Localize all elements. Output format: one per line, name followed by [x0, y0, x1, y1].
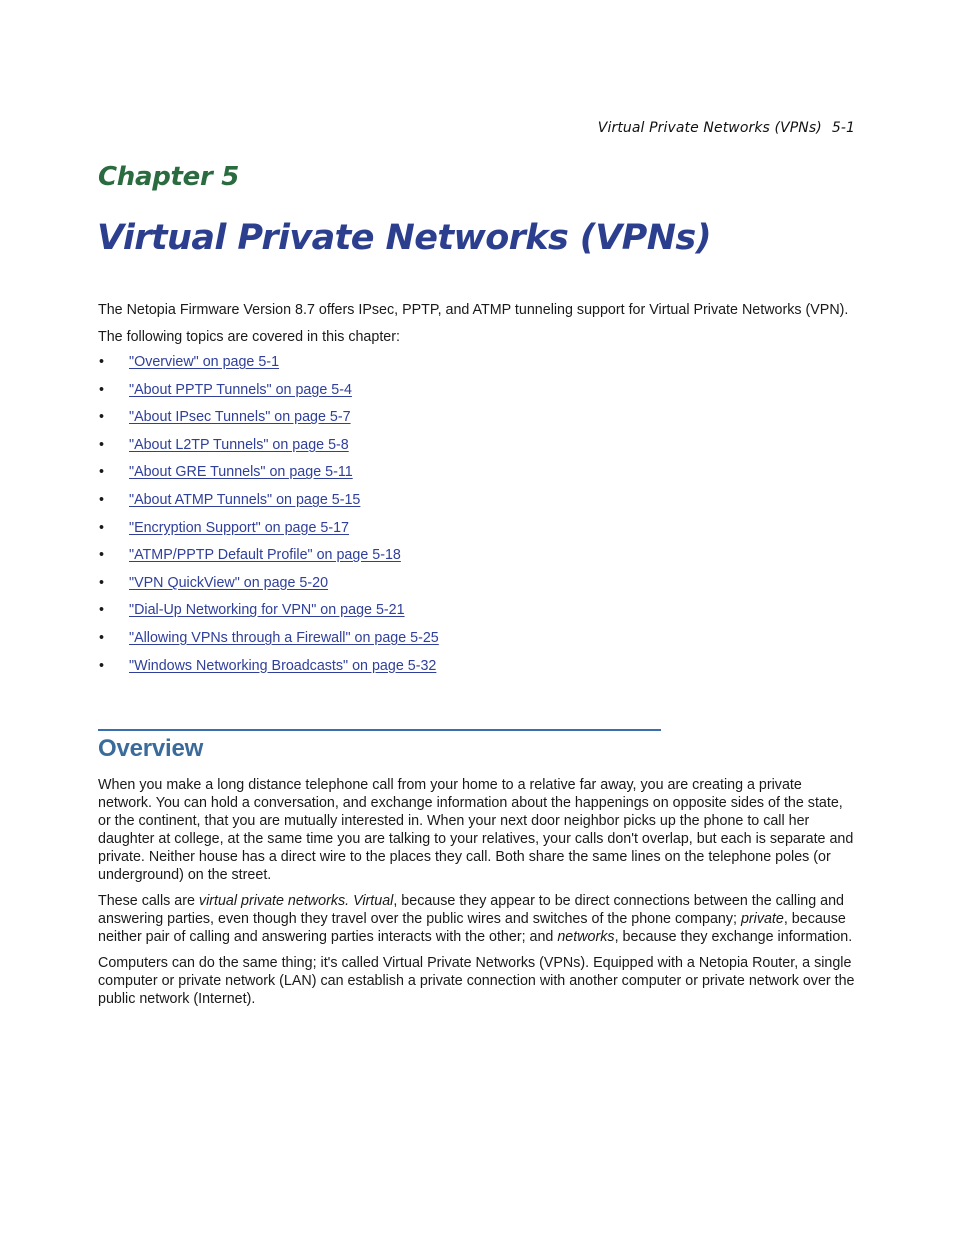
list-item [98, 463, 858, 491]
list-item [98, 353, 858, 381]
topic-link-quickview[interactable]: "VPN QuickView" on page 5-20 [129, 574, 329, 591]
topic-link-pptp[interactable]: "About PPTP Tunnels" on page 5-4 [129, 381, 352, 398]
bullet: • [99, 464, 105, 481]
topic-link-encryption[interactable]: "Encryption Support" on page 5-17 [129, 519, 349, 536]
running-header [598, 120, 855, 136]
list-item [98, 519, 858, 547]
overview-paragraph-1: When you make a long distance telephone call from your home to a relative far away, you are creating a private network. You can hold a conversation, and exchange information about the happenings on opposite sides of the state, or the continent, that you are mutually interested in. When your next door neighbor picks up the phone to call her daughter at college, at the same time you are talking to your relatives, your calls don't overlap, but each is separate and private. Neither house has a direct wire to the places they call. Both share the same lines on the telephone poles (or underground) on the street. [98, 777, 854, 883]
bullet: • [99, 629, 105, 646]
running-header-title: Virtual Private Networks (VPNs) [597, 120, 822, 136]
text-run: , because neither pair of calling and answering parties interacts with the other; and [98, 910, 846, 945]
emphasis: virtual private networks. Virtual [198, 892, 394, 909]
section-divider [98, 729, 661, 731]
intro-paragraph: The Netopia Firmware Version 8.7 offers IPsec, PPTP, and ATMP tunneling support for Virtual Private Networks (VPN). [98, 302, 849, 318]
topic-link-default-profile[interactable]: "ATMP/PPTP Default Profile" on page 5-18 [129, 547, 401, 564]
bullet: • [99, 602, 105, 619]
topics-list [98, 353, 858, 684]
list-item [98, 491, 858, 519]
list-item [98, 546, 858, 574]
bullet: • [99, 436, 105, 453]
list-item [98, 381, 858, 409]
topic-link-l2tp[interactable]: "About L2TP Tunnels" on page 5-8 [129, 436, 349, 453]
list-item [98, 657, 858, 685]
topic-link-atmp[interactable]: "About ATMP Tunnels" on page 5-15 [129, 491, 361, 508]
list-item [98, 436, 858, 464]
overview-body [98, 777, 858, 1017]
bullet: • [99, 547, 105, 564]
list-item [98, 629, 858, 657]
bullet: • [99, 354, 105, 370]
text-run: , because they exchange information. [614, 928, 853, 945]
list-item [98, 408, 858, 436]
bullet: • [99, 381, 105, 398]
bullet: • [99, 657, 105, 674]
topic-link-overview[interactable]: "Overview" on page 5-1 [129, 354, 280, 370]
topics-lead: The following topics are covered in this chapter: [98, 329, 400, 345]
topic-link-dialup[interactable]: "Dial-Up Networking for VPN" on page 5-21 [129, 602, 405, 619]
intro-section [98, 301, 858, 684]
topic-link-gre[interactable]: "About GRE Tunnels" on page 5-11 [129, 464, 353, 481]
emphasis: private [740, 910, 784, 927]
overview-paragraph-3: Computers can do the same thing; it's called Virtual Private Networks (VPNs). Equipped with a Netopia Router, a single computer or private network (LAN) can establish a private connection with another computer or private network over the public network (Internet). [98, 955, 855, 1007]
bullet: • [99, 409, 105, 426]
topic-link-broadcasts[interactable]: "Windows Networking Broadcasts" on page 5-32 [129, 657, 437, 674]
page-number: 5-1 [831, 120, 855, 136]
topic-link-firewall[interactable]: "Allowing VPNs through a Firewall" on page 5-25 [129, 629, 439, 646]
list-item [98, 601, 858, 629]
bullet: • [99, 574, 105, 591]
list-item [98, 574, 858, 602]
section-heading-overview: Overview [98, 735, 204, 762]
emphasis: networks [557, 928, 615, 945]
chapter-label: Chapter 5 [98, 162, 240, 192]
text-run: These calls are [98, 892, 199, 909]
text-run: , because they appear to be direct connections between the calling and answering parties, even though they travel over the public wires and switches of the phone company; [98, 892, 845, 927]
bullet: • [99, 519, 105, 536]
bullet: • [99, 491, 105, 508]
topic-link-ipsec[interactable]: "About IPsec Tunnels" on page 5-7 [129, 409, 351, 426]
chapter-title: Virtual Private Networks (VPNs) [97, 218, 712, 258]
overview-paragraph-2 [98, 893, 858, 947]
